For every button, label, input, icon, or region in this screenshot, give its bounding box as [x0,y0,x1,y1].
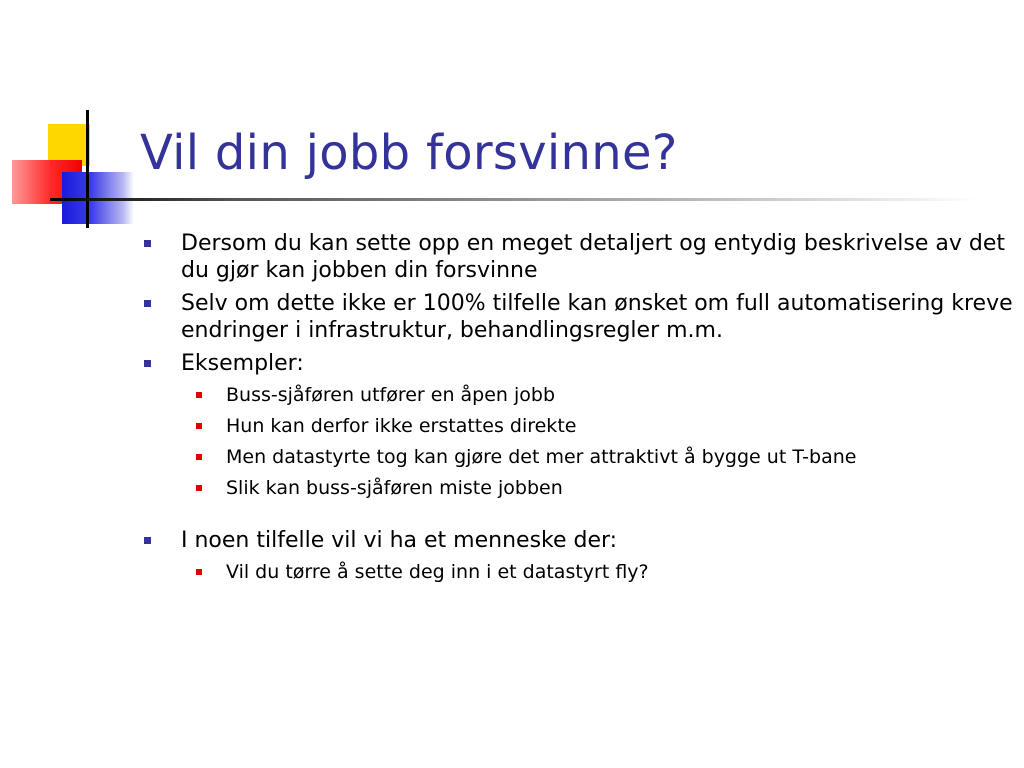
square-bullet-icon [144,300,151,307]
bullet-text: Eksempler: [181,351,304,376]
red-square-bullet-icon [196,392,202,398]
sub-bullet-item [0,414,1024,439]
sub-bullet-text: Buss-sjåføren utfører en åpen jobb [226,384,556,406]
bullet-text: Selv om dette ikke er 100% tilfelle kan ønsket om full automatisering kreve endringer i infrastruktur, behandlingsregler m.m. [181,291,1013,343]
sub-bullet-text: Men datastyrte tog kan gjøre det mer attraktivt å bygge ut T-bane [226,446,857,468]
sub-bullet-item [0,383,1024,408]
bullet-text: I noen tilfelle vil vi ha et menneske der: [181,528,618,553]
logo-vertical-line [86,110,89,228]
squares-logo-icon [0,0,150,240]
sub-bullet-text: Vil du tørre å sette deg inn i et datastyrt fly? [226,561,649,583]
bullet-item [0,350,1024,377]
sub-bullet-item [0,560,1024,585]
spacer [0,507,1024,527]
bullet-item [0,230,1024,284]
sub-bullet-text: Slik kan buss-sjåføren miste jobben [226,477,563,499]
bullet-item [0,527,1024,554]
red-square-bullet-icon [196,485,202,491]
sub-bullet-item [0,445,1024,470]
bullet-item [0,290,1024,344]
title-underline-divider [50,198,980,201]
square-bullet-icon [144,537,151,544]
square-bullet-icon [144,240,151,247]
slide-title: Vil din jobb forsvinne? [140,125,678,181]
red-square-bullet-icon [196,423,202,429]
bullet-text: Dersom du kan sette opp en meget detaljert og entydig beskrivelse av det du gjør kan jobben din forsvinne [181,231,1006,283]
red-square-bullet-icon [196,454,202,460]
slide-body [0,230,1024,591]
red-square-bullet-icon [196,569,202,575]
sub-bullet-item [0,476,1024,501]
sub-bullet-text: Hun kan derfor ikke erstattes direkte [226,415,577,437]
square-bullet-icon [144,360,151,367]
